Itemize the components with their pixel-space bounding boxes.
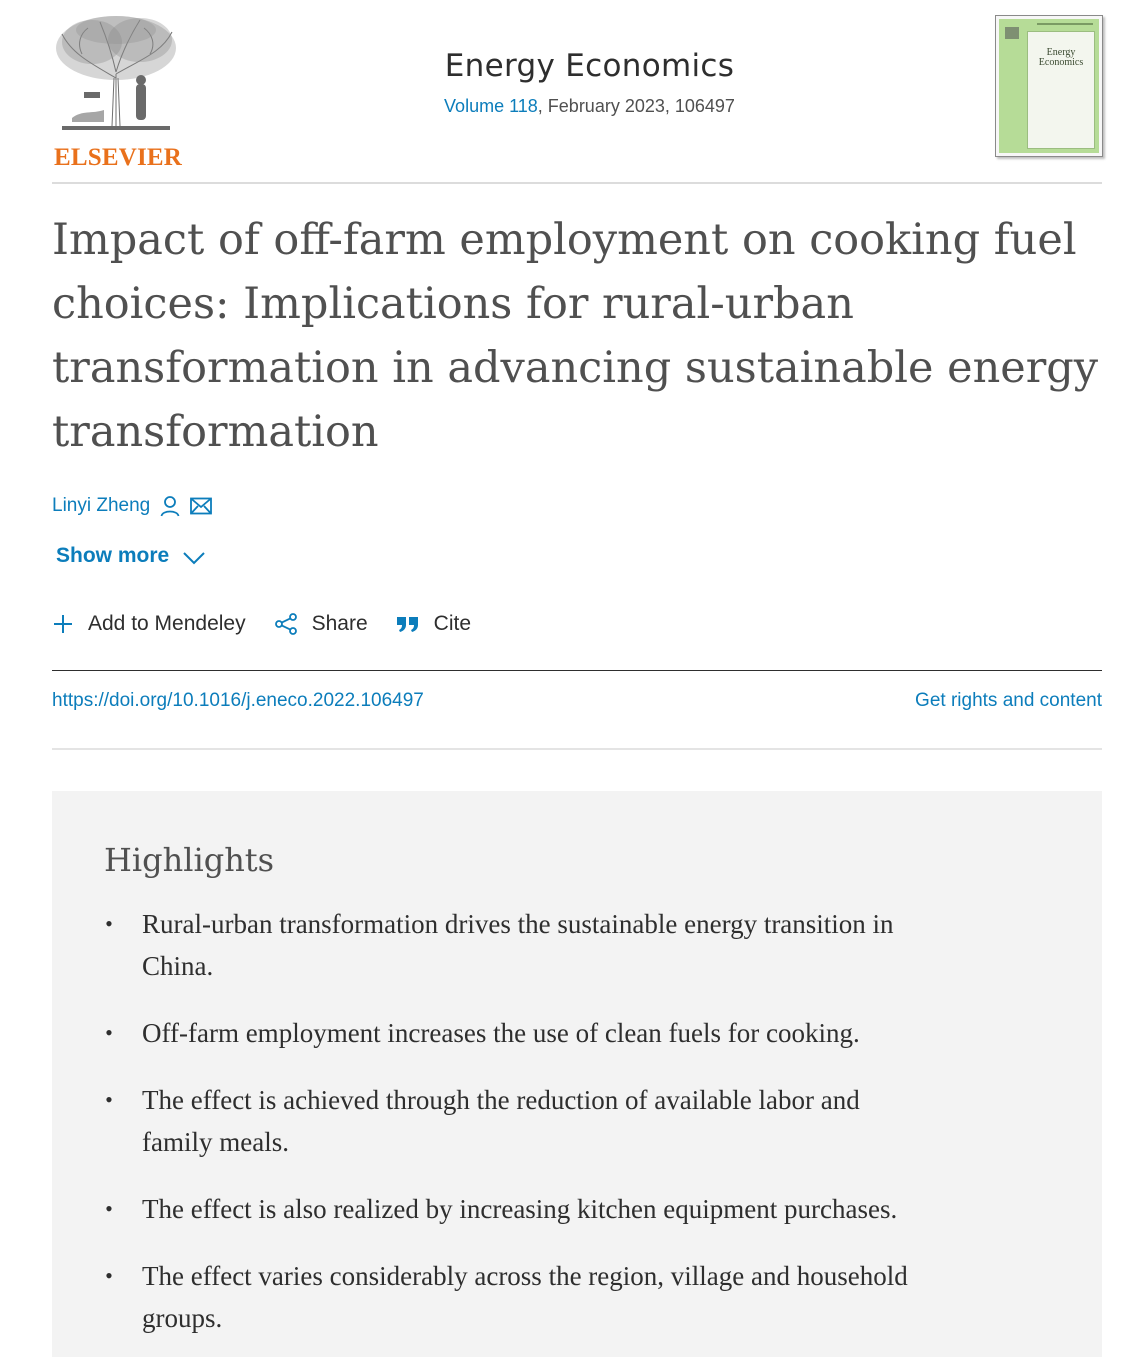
issue-details: , February 2023, 106497: [537, 96, 735, 116]
cover-image: [999, 19, 1099, 153]
cite-button[interactable]: [396, 612, 471, 636]
article-title-line: transformation: [52, 407, 379, 457]
elsevier-tree-logo-icon: [52, 14, 180, 130]
highlight-line: Off-farm employment increases the use of clean fuels for cooking.: [142, 1018, 860, 1048]
cover-title-panel: [1027, 31, 1095, 149]
highlight-line: China.: [142, 951, 214, 981]
article-title-line: transformation in advancing sustainable energy: [52, 343, 1099, 393]
highlight-item: [104, 1079, 1034, 1163]
doi-link[interactable]: https://doi.org/10.1016/j.eneco.2022.106497: [52, 690, 424, 711]
volume-link[interactable]: Volume 118: [444, 96, 538, 116]
cover-title: [1028, 48, 1094, 68]
bullet-icon: •: [105, 1196, 113, 1221]
journal-title[interactable]: Energy Economics: [444, 48, 735, 84]
share-label: Share: [311, 612, 368, 635]
highlights-section: [52, 791, 1102, 1357]
cover-header-bar: [1037, 23, 1093, 25]
envelope-icon[interactable]: [190, 497, 212, 515]
highlight-line: The effect is also realized by increasing kitchen equipment purchases.: [142, 1194, 898, 1224]
journal-info: [332, 46, 847, 117]
highlight-item: [104, 1255, 1034, 1339]
article-header: [52, 0, 1102, 184]
highlight-line: The effect is achieved through the reduction of available labor and: [142, 1085, 860, 1115]
plus-icon: [52, 613, 74, 635]
share-icon: [274, 612, 298, 636]
highlight-item: [104, 1012, 1034, 1054]
chevron-down-icon: [183, 551, 205, 565]
highlight-line: Rural-urban transformation drives the sustainable energy transition in: [142, 909, 894, 939]
header-divider: [52, 182, 1102, 184]
doi-divider: [52, 748, 1102, 750]
quote-icon: [396, 615, 420, 633]
author-list: [52, 492, 212, 520]
bullet-icon: •: [105, 1263, 113, 1288]
cover-title-line: Energy: [1046, 47, 1076, 58]
mendeley-label: Add to Mendeley: [88, 612, 246, 635]
show-more-button[interactable]: [56, 544, 205, 568]
add-to-mendeley-button[interactable]: [52, 612, 246, 636]
share-button[interactable]: [274, 612, 368, 636]
elsevier-logo[interactable]: [52, 14, 183, 171]
bullet-icon: •: [105, 911, 113, 936]
article-title-line: Impact of off-farm employment on cooking fuel: [52, 215, 1077, 265]
journal-cover-thumbnail[interactable]: [995, 15, 1103, 157]
highlight-line: family meals.: [142, 1127, 289, 1157]
toolbar-divider: [52, 670, 1102, 671]
author-link[interactable]: Linyi Zheng: [52, 495, 151, 516]
get-rights-link[interactable]: Get rights and content: [915, 690, 1102, 711]
cite-label: Cite: [433, 612, 472, 635]
highlight-item: [104, 903, 1034, 987]
highlight-line: The effect varies considerably across the region, village and household: [142, 1261, 908, 1291]
highlights-list: [104, 903, 1034, 1357]
publisher-wordmark: ELSEVIER: [54, 144, 183, 171]
article-title: [52, 208, 1102, 464]
highlights-heading: Highlights: [104, 841, 275, 879]
bullet-icon: •: [105, 1087, 113, 1112]
highlight-item: [104, 1188, 1034, 1230]
bullet-icon: •: [105, 1020, 113, 1045]
doi-row: [52, 690, 1102, 716]
cover-title-line: Economics: [1038, 57, 1084, 68]
article-toolbar: [52, 606, 499, 642]
issue-line: [332, 96, 847, 117]
article-title-line: choices: Implications for rural-urban: [52, 279, 854, 329]
cover-publisher-mark: [1005, 27, 1019, 39]
highlight-line: groups.: [142, 1303, 223, 1333]
person-icon[interactable]: [160, 495, 180, 517]
show-more-label: Show more: [56, 544, 170, 567]
